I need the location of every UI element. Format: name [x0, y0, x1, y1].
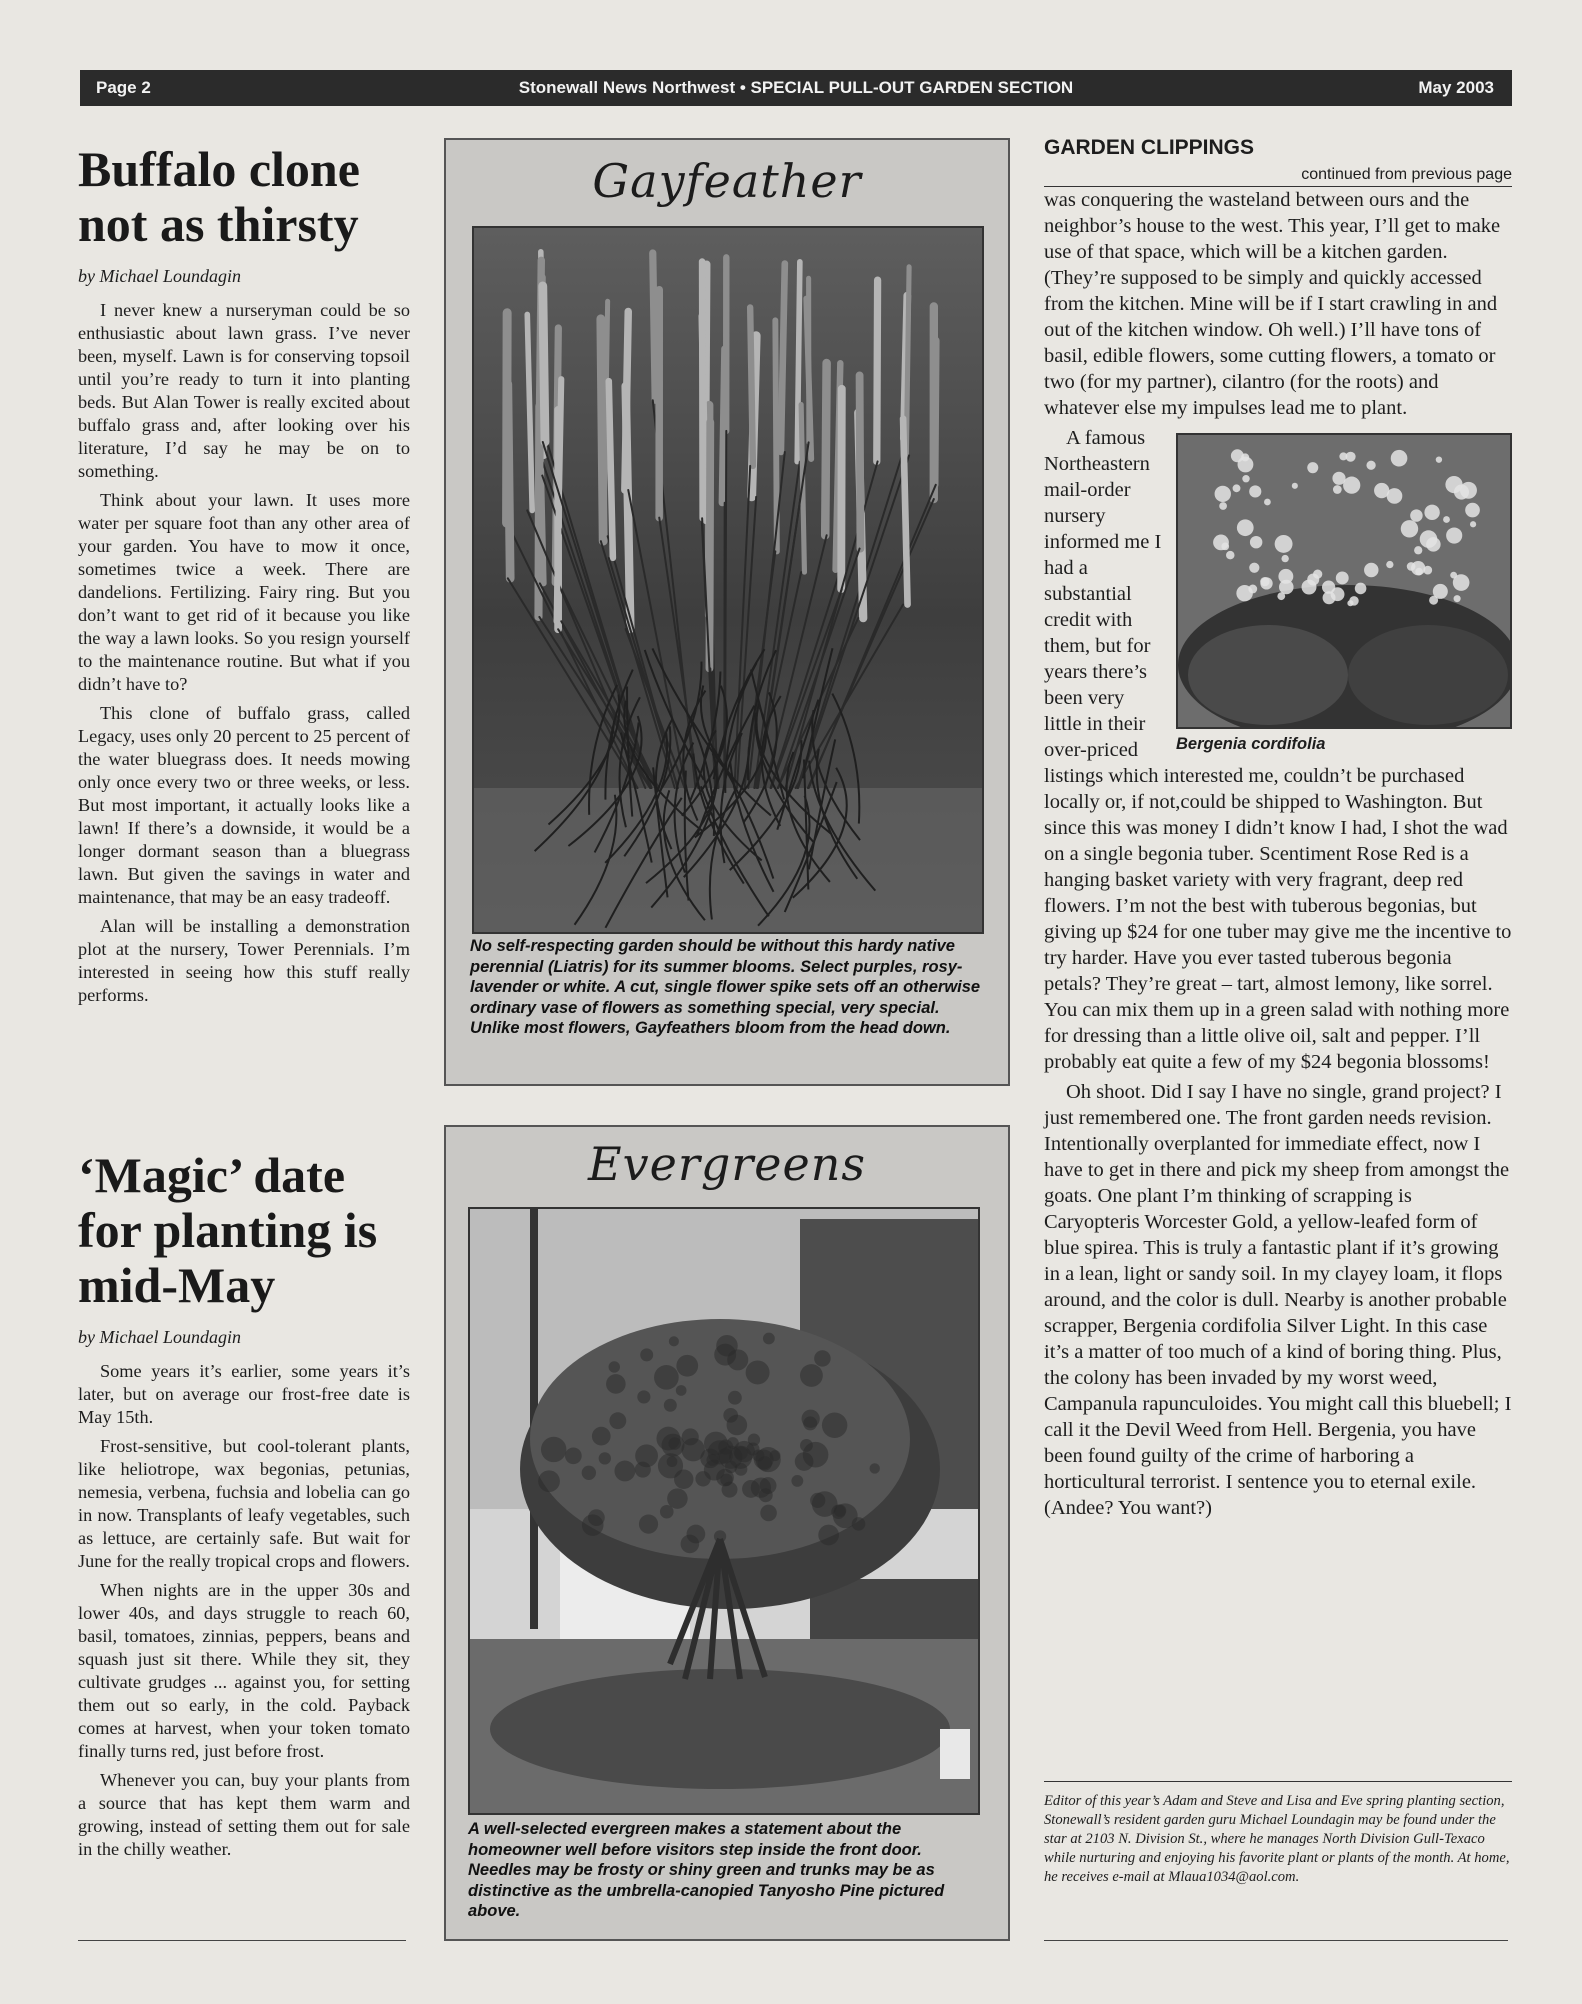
byline: by Michael Loundagin	[78, 266, 241, 286]
article-body	[78, 1360, 410, 1861]
article-body	[78, 299, 410, 1007]
paragraph: Some years it’s earlier, some years it’s later, but on average our frost-free date is May 15th.	[78, 1361, 410, 1427]
bergenia-photo	[1176, 433, 1512, 755]
liatris-plant-image	[474, 228, 982, 932]
gayfeather-photo	[472, 226, 984, 934]
page-number: Page 2	[96, 78, 151, 97]
evergreens-caption: A well-selected evergreen makes a statement about the homeowner well before visitors step inside the front door. Needles may be frosty or shiny green and trunks may be as distinctive as the umbrella-canopied Tanyosho Pine pictured above.	[468, 1820, 945, 1920]
bergenia-plant-image	[1178, 435, 1510, 727]
column-end-rule	[78, 1940, 406, 1941]
publication-title: Stonewall News Northwest • SPECIAL PULL-OUT GARDEN SECTION	[518, 78, 1074, 97]
article-magic-date	[78, 1148, 410, 1867]
bergenia-caption: Bergenia cordifolia	[1176, 735, 1326, 753]
article-buffalo-grass	[78, 142, 410, 1013]
clippings-body	[1044, 187, 1512, 1521]
byline: by Michael Loundagin	[78, 1327, 241, 1347]
issue-date: May 2003	[1418, 78, 1494, 97]
column-end-rule	[1044, 1940, 1508, 1941]
paragraph: Alan will be installing a demonstration plot at the nursery, Tower Perennials. I’m interested in seeing how this stuff really performs.	[78, 916, 410, 1005]
headline-magic-date: ‘Magic’ date for planting is mid-May	[78, 1147, 378, 1313]
paragraph: A famous Northeastern mail-order nursery informed me I had a substantial credit with them, but for years there’s been very little in their over-priced listings which interested me, couldn’t be purchased locally or, if not,could be shipped to Washington. But since this was money I didn’t know I had, I shot the wad on a single begonia tuber. Scentiment Rose Red is a hanging basket variety with very fragrant, deep red flowers. I’m not the best with tuberous begonias, but giving up $24 for one tuber may give me the incentive to try harder. Have you ever tasted tuberous begonia petals? They’re great – tart, almost lemony, like sorrel. You can mix them up in a green salad with nothing more for dressing than a little olive oil, salt and pepper. I’ll probably eat quite a few of my $24 begonia blossoms!	[1044, 427, 1512, 1073]
paragraph: When nights are in the upper 30s and lower 40s, and days struggle to reach 60, basil, tomatoes, zinnias, peppers, beans and squash just sit there. While they sit, they cultivate grudges ... against you, for setting them out so early, in the cold. Payback comes at harvest, when your token tomato finally turns red, just before frost.	[78, 1580, 410, 1761]
section-label: GARDEN CLIPPINGS	[1044, 136, 1255, 159]
evergreens-photo-box	[444, 1125, 1010, 1941]
gayfeather-photo-box	[444, 138, 1010, 1086]
garden-clippings-column	[1044, 136, 1512, 1525]
evergreens-photo	[468, 1207, 980, 1815]
continued-note: continued from previous page	[1044, 166, 1512, 187]
masthead-bar	[80, 70, 1512, 106]
tanyosho-pine-image	[470, 1209, 978, 1813]
headline-buffalo-clone: Buffalo clone not as thirsty	[78, 141, 360, 252]
paragraph: Frost-sensitive, but cool-tolerant plants, like heliotrope, wax begonias, petunias, nemesia, verbena, fuchsia and lobelia can go in now. Transplants of leafy vegetables, such as lettuce, are certainly safe. But wait for June for the really tropical crops and flowers.	[78, 1436, 410, 1571]
paragraph: This clone of buffalo grass, called Legacy, uses only 20 percent to 25 percent of the water bluegrass does. It needs mowing only once every two or three weeks, or less. But most important, it actually looks like a lawn! If there’s a downside, it would be a longer dormant season than a bluegrass lawn. But given the savings in water and maintenance, that may be an easy tradeoff.	[78, 703, 410, 907]
paragraph: Think about your lawn. It uses more water per square foot than any other area of your garden. You have to mow it once, sometimes twice a week. There are dandelions. Fertilizing. Fairy ring. But you don’t want to get rid of it because you like the way a lawn looks. So you resign yourself to the maintenance routine. But what if you didn’t have to?	[78, 490, 410, 694]
paragraph: Oh shoot. Did I say I have no single, grand project? I just remembered one. The front garden needs revision. Intentionally overplanted for immediate effect, now I have to get in there and pick my sheep from amongst the goats. One plant I’m thinking of scrapping is Caryopteris Worcester Gold, a yellow-leafed form of blue spirea. This is truly a fantastic plant if it’s growing in a lean, light or sandy soil. In my clayey loam, it flops around, and the color is dull. Nearby is another probable scrapper, Bergenia cordifolia Silver Light. In this case it’s a matter of too much of a kind of boring thing. Plus, the colony has been invaded by my worst weed, Campanula rapunculoides. You might call this bluebell; I call it the Devil Weed from Hell. Bergenia, you have been found guilty of the crime of harboring a horticultural terrorist. I sentence you to eternal exile. (Andee? You want?)	[1044, 1081, 1512, 1519]
editor-note: Editor of this year’s Adam and Steve and Lisa and Eve spring planting section, Stonewall’s resident garden guru Michael Loundagin may be found under the star at 2103 N. Division St., where he manages North Division Gull-Texaco while nurturing and enjoying his favorite plant or plants of the month. At home, he receives e-mail at Mlaua1034@aol.com.	[1044, 1781, 1512, 1887]
paragraph: I never knew a nurseryman could be so enthusiastic about lawn grass. I’ve never been, myself. Lawn is for conserving topsoil until you’re ready to turn it into planting beds. But Alan Tower is really excited about buffalo grass and, after looking over his literature, I’d say he may be on to something.	[78, 300, 410, 481]
evergreens-title: Evergreens	[588, 1137, 866, 1191]
paragraph: was conquering the wasteland between ours and the neighbor’s house to the west. This year, I’ll get to make use of that space, which will be a kitchen garden. (They’re supposed to be simply and quickly accessed from the kitchen. Mine will be if I start crawling in and out of the kitchen window. Oh well.) I’ll have tons of basil, edible flowers, some cutting flowers, a tomato or two (for my partner), cilantro (for the roots) and whatever else my impulses lead me to plant.	[1044, 189, 1501, 419]
paragraph: Whenever you can, buy your plants from a source that has kept them warm and growing, instead of setting them out for sale in the chilly weather.	[78, 1770, 410, 1859]
gayfeather-title: Gayfeather	[592, 154, 862, 208]
gayfeather-caption: No self-respecting garden should be without this hardy native perennial (Liatris) for its summer blooms. Select purples, rosy-lavender or white. A cut, single flower spike sets off an otherwise ordinary vase of flowers as something special, very special. Unlike most flowers, Gayfeathers bloom from the head down.	[470, 937, 981, 1037]
bergenia-image	[1176, 433, 1512, 729]
